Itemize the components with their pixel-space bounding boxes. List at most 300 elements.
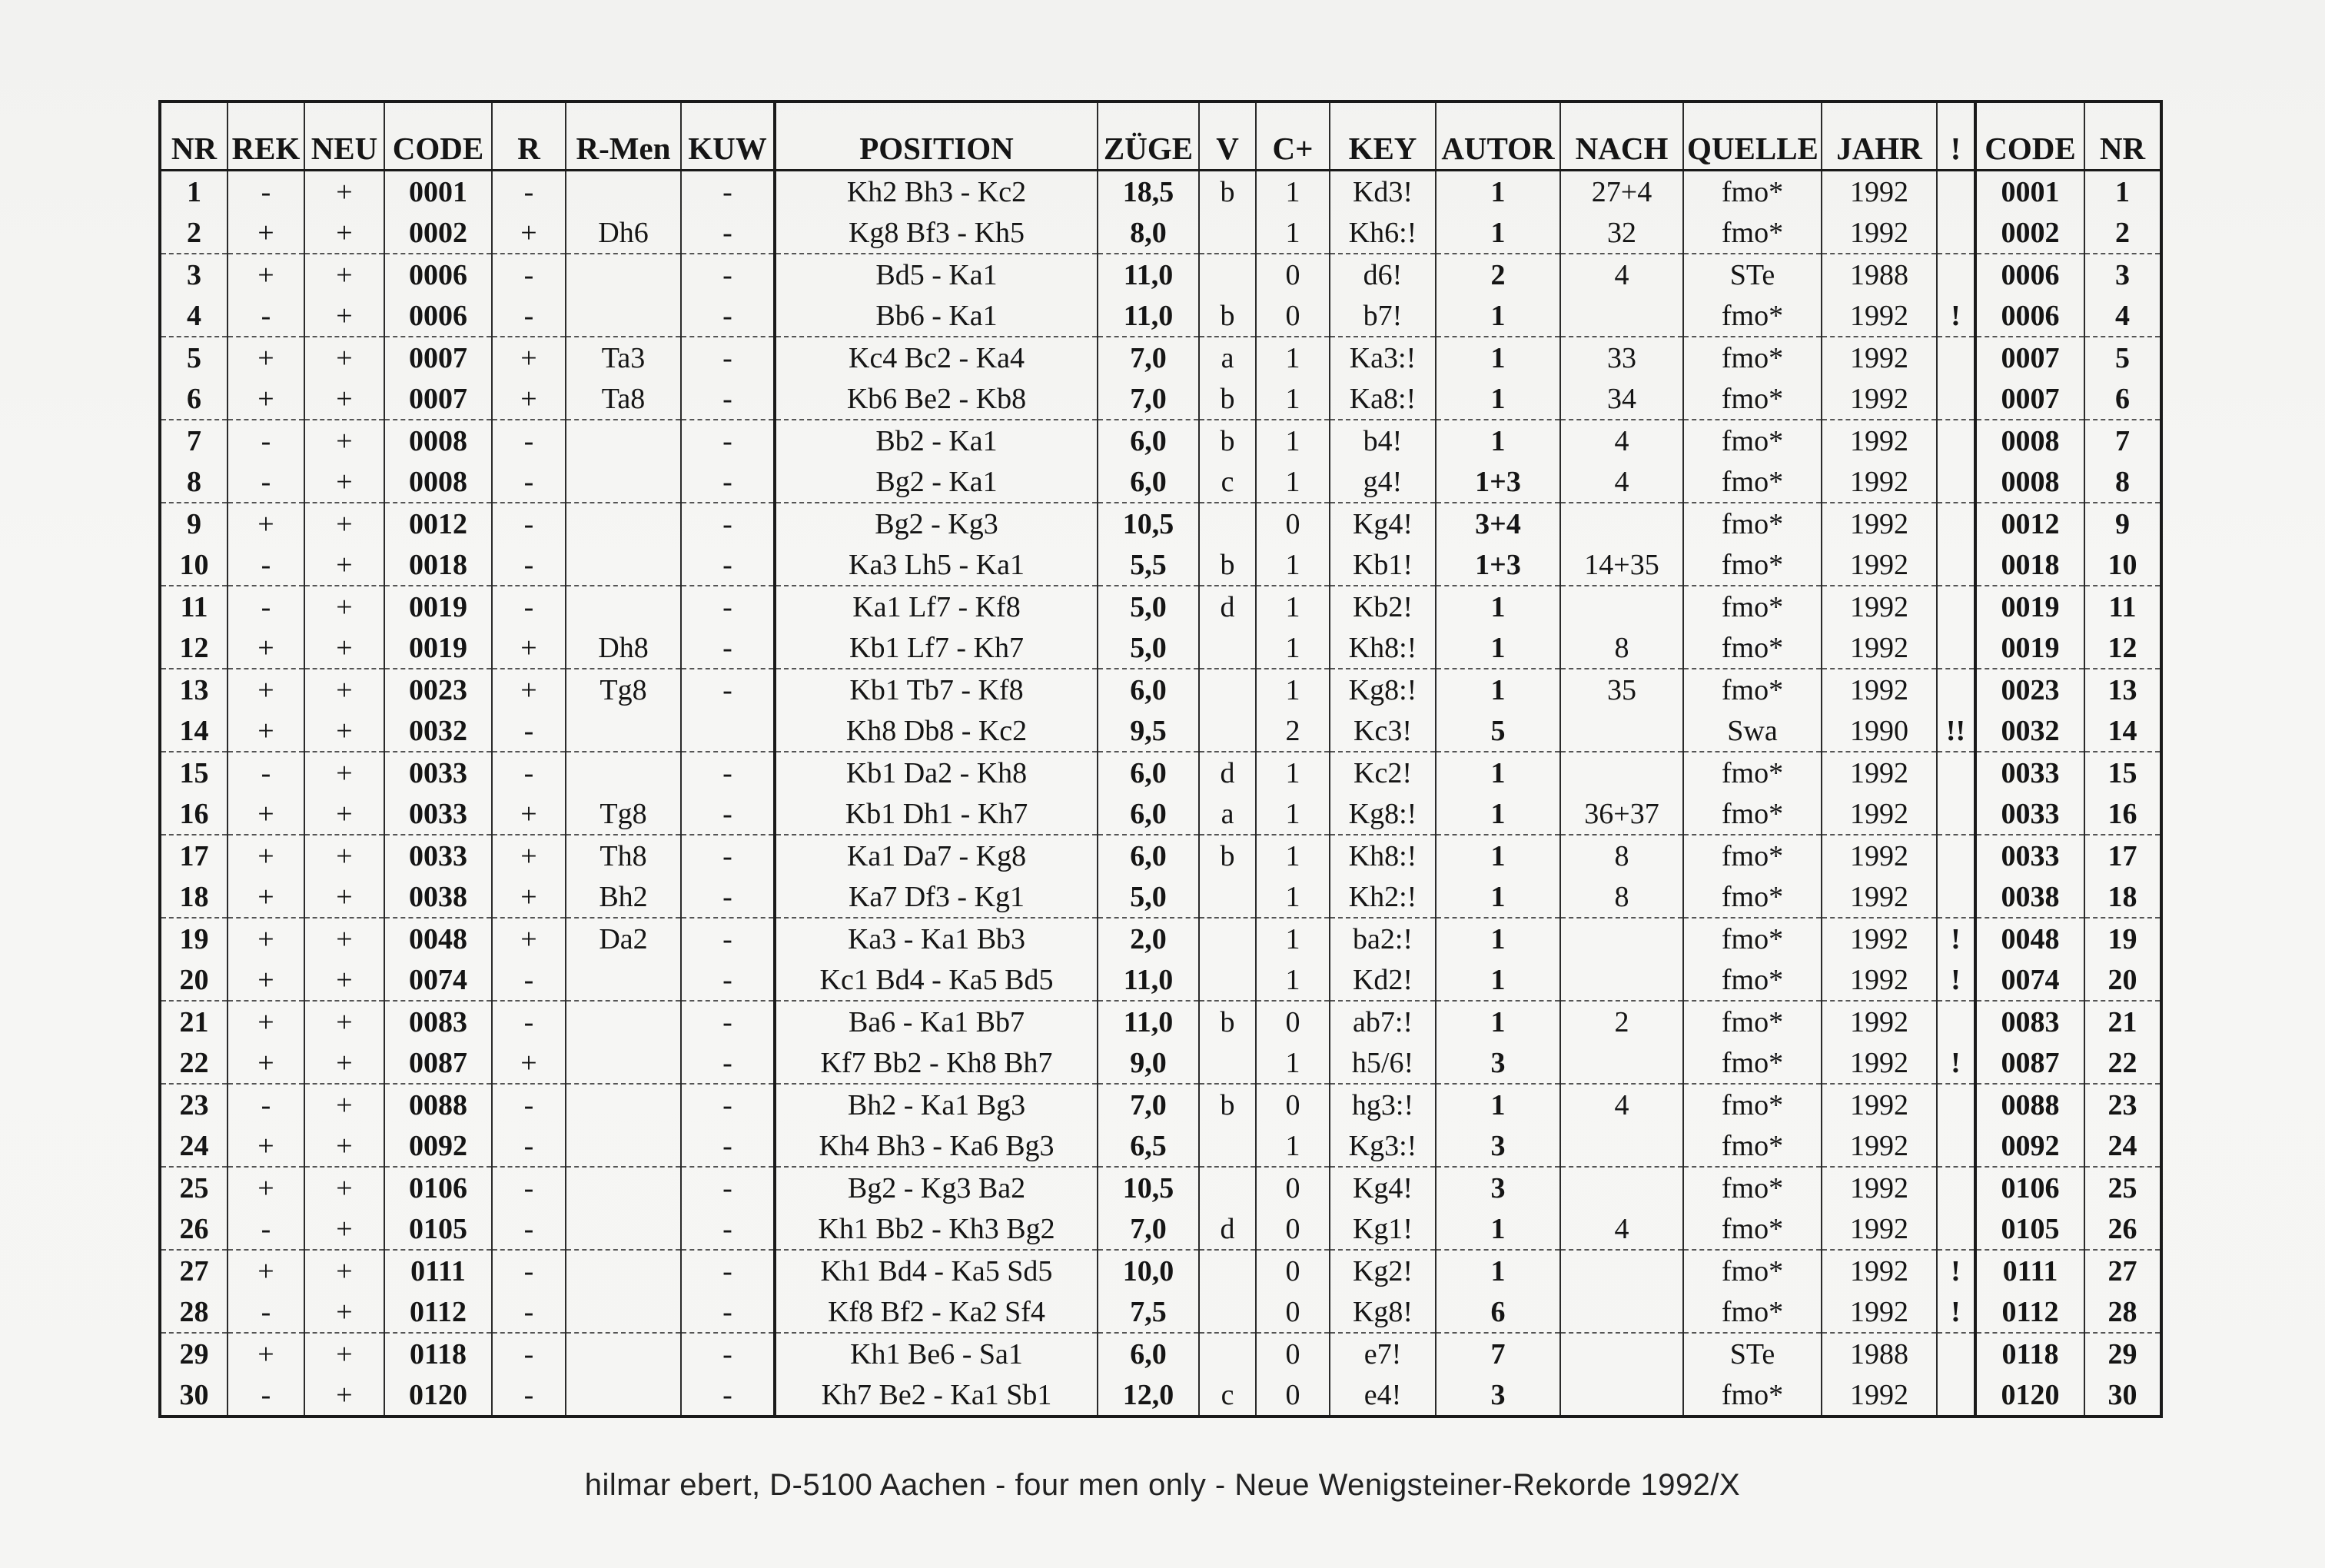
cell-kuw: - <box>681 669 775 710</box>
cell-nr: 4 <box>160 295 228 337</box>
cell-cplus: 1 <box>1256 337 1330 378</box>
cell-code: 0092 <box>384 1125 492 1167</box>
cell-nr2: 2 <box>2084 212 2161 254</box>
cell-position: Kf8 Bf2 - Ka2 Sf4 <box>775 1291 1098 1333</box>
cell-v: c <box>1199 1374 1256 1417</box>
cell-excl <box>1937 835 1975 876</box>
cell-excl <box>1937 1374 1975 1417</box>
cell-excl <box>1937 876 1975 918</box>
cell-code2: 0008 <box>1975 461 2084 503</box>
cell-jahr: 1992 <box>1822 295 1937 337</box>
cell-cplus: 1 <box>1256 669 1330 710</box>
cell-nach <box>1560 1291 1683 1333</box>
cell-v: a <box>1199 337 1256 378</box>
cell-nr: 5 <box>160 337 228 378</box>
cell-quelle: fmo* <box>1683 959 1822 1001</box>
cell-key: Ka8:! <box>1330 378 1436 420</box>
cell-excl <box>1937 669 1975 710</box>
table-row <box>160 918 2161 959</box>
cell-rek: + <box>228 876 304 918</box>
cell-key: e7! <box>1330 1333 1436 1374</box>
cell-jahr: 1992 <box>1822 1167 1937 1208</box>
cell-rek: + <box>228 710 304 752</box>
cell-kuw: - <box>681 337 775 378</box>
cell-nr: 27 <box>160 1250 228 1291</box>
cell-r: - <box>492 1167 566 1208</box>
cell-quelle: fmo* <box>1683 337 1822 378</box>
cell-code: 0012 <box>384 503 492 544</box>
cell-code2: 0087 <box>1975 1042 2084 1084</box>
cell-nach <box>1560 1125 1683 1167</box>
cell-code: 0006 <box>384 295 492 337</box>
cell-zuege: 9,5 <box>1098 710 1199 752</box>
cell-excl <box>1937 503 1975 544</box>
cell-code2: 0033 <box>1975 835 2084 876</box>
cell-kuw: - <box>681 627 775 669</box>
cell-nr2: 6 <box>2084 378 2161 420</box>
cell-jahr: 1992 <box>1822 1374 1937 1417</box>
cell-rmen <box>566 461 681 503</box>
cell-quelle: fmo* <box>1683 378 1822 420</box>
cell-nach: 34 <box>1560 378 1683 420</box>
cell-cplus: 1 <box>1256 420 1330 461</box>
cell-rmen <box>566 171 681 213</box>
cell-autor: 1 <box>1436 1001 1560 1042</box>
cell-rmen: Tg8 <box>566 669 681 710</box>
cell-rek: + <box>228 378 304 420</box>
cell-nach <box>1560 959 1683 1001</box>
cell-autor: 1+3 <box>1436 461 1560 503</box>
cell-position: Kb1 Lf7 - Kh7 <box>775 627 1098 669</box>
cell-excl: ! <box>1937 918 1975 959</box>
cell-kuw: - <box>681 1084 775 1125</box>
cell-cplus: 1 <box>1256 793 1330 835</box>
table-row <box>160 254 2161 295</box>
cell-neu: + <box>304 503 384 544</box>
cell-code: 0023 <box>384 669 492 710</box>
cell-cplus: 0 <box>1256 1084 1330 1125</box>
cell-position: Kh1 Be6 - Sa1 <box>775 1333 1098 1374</box>
cell-nr2: 19 <box>2084 918 2161 959</box>
cell-zuege: 7,0 <box>1098 378 1199 420</box>
cell-neu: + <box>304 1167 384 1208</box>
cell-rek: + <box>228 1250 304 1291</box>
cell-neu: + <box>304 1333 384 1374</box>
cell-nr: 2 <box>160 212 228 254</box>
cell-rmen <box>566 959 681 1001</box>
cell-cplus: 1 <box>1256 835 1330 876</box>
cell-key: Kg8:! <box>1330 669 1436 710</box>
cell-quelle: fmo* <box>1683 669 1822 710</box>
cell-code2: 0008 <box>1975 420 2084 461</box>
cell-r: - <box>492 1125 566 1167</box>
cell-nr2: 13 <box>2084 669 2161 710</box>
table-row <box>160 1291 2161 1333</box>
cell-key: Kg3:! <box>1330 1125 1436 1167</box>
cell-nach: 4 <box>1560 254 1683 295</box>
cell-rmen <box>566 1084 681 1125</box>
cell-r: - <box>492 1250 566 1291</box>
cell-rek: + <box>228 1333 304 1374</box>
cell-quelle: fmo* <box>1683 1250 1822 1291</box>
cell-autor: 2 <box>1436 254 1560 295</box>
cell-nr: 1 <box>160 171 228 213</box>
cell-autor: 3 <box>1436 1042 1560 1084</box>
cell-nach: 4 <box>1560 420 1683 461</box>
cell-rek: + <box>228 793 304 835</box>
cell-kuw: - <box>681 793 775 835</box>
cell-rmen <box>566 1250 681 1291</box>
cell-autor: 1 <box>1436 212 1560 254</box>
cell-cplus: 0 <box>1256 1208 1330 1250</box>
cell-position: Bh2 - Ka1 Bg3 <box>775 1084 1098 1125</box>
table-row <box>160 627 2161 669</box>
column-header-v: V <box>1199 101 1256 171</box>
cell-neu: + <box>304 669 384 710</box>
cell-position: Bb2 - Ka1 <box>775 420 1098 461</box>
cell-v: d <box>1199 586 1256 627</box>
cell-quelle: fmo* <box>1683 1001 1822 1042</box>
cell-position: Ka3 - Ka1 Bb3 <box>775 918 1098 959</box>
cell-zuege: 11,0 <box>1098 959 1199 1001</box>
cell-autor: 6 <box>1436 1291 1560 1333</box>
cell-neu: + <box>304 876 384 918</box>
cell-r: - <box>492 254 566 295</box>
cell-zuege: 11,0 <box>1098 1001 1199 1042</box>
cell-neu: + <box>304 835 384 876</box>
cell-code2: 0120 <box>1975 1374 2084 1417</box>
cell-cplus: 0 <box>1256 254 1330 295</box>
table-row <box>160 1084 2161 1125</box>
cell-key: Kg2! <box>1330 1250 1436 1291</box>
cell-kuw: - <box>681 544 775 586</box>
cell-rek: + <box>228 835 304 876</box>
cell-code2: 0033 <box>1975 752 2084 793</box>
cell-nr2: 25 <box>2084 1167 2161 1208</box>
cell-rmen <box>566 1208 681 1250</box>
cell-r: - <box>492 1374 566 1417</box>
cell-jahr: 1992 <box>1822 669 1937 710</box>
cell-key: Kg1! <box>1330 1208 1436 1250</box>
cell-v: b <box>1199 295 1256 337</box>
cell-key: ab7:! <box>1330 1001 1436 1042</box>
table-row <box>160 212 2161 254</box>
cell-code2: 0002 <box>1975 212 2084 254</box>
cell-neu: + <box>304 1374 384 1417</box>
cell-code2: 0012 <box>1975 503 2084 544</box>
cell-excl: ! <box>1937 959 1975 1001</box>
cell-rek: + <box>228 337 304 378</box>
cell-neu: + <box>304 1291 384 1333</box>
cell-nr: 17 <box>160 835 228 876</box>
cell-nr: 3 <box>160 254 228 295</box>
cell-zuege: 6,0 <box>1098 835 1199 876</box>
table-row <box>160 710 2161 752</box>
cell-nr: 11 <box>160 586 228 627</box>
records-table <box>158 100 2163 1418</box>
table-row <box>160 1042 2161 1084</box>
cell-jahr: 1992 <box>1822 752 1937 793</box>
cell-kuw: - <box>681 959 775 1001</box>
cell-nach: 4 <box>1560 461 1683 503</box>
cell-code2: 0001 <box>1975 171 2084 213</box>
cell-rek: - <box>228 1291 304 1333</box>
cell-nach: 8 <box>1560 876 1683 918</box>
cell-r: - <box>492 1291 566 1333</box>
cell-rmen: Da2 <box>566 918 681 959</box>
cell-zuege: 9,0 <box>1098 1042 1199 1084</box>
cell-nach: 36+37 <box>1560 793 1683 835</box>
table-row <box>160 835 2161 876</box>
cell-rek: - <box>228 420 304 461</box>
cell-excl: ! <box>1937 1291 1975 1333</box>
cell-quelle: fmo* <box>1683 876 1822 918</box>
cell-rek: - <box>228 1374 304 1417</box>
cell-neu: + <box>304 461 384 503</box>
cell-autor: 1 <box>1436 793 1560 835</box>
cell-key: h5/6! <box>1330 1042 1436 1084</box>
cell-nr: 19 <box>160 918 228 959</box>
cell-nr: 16 <box>160 793 228 835</box>
cell-r: - <box>492 959 566 1001</box>
cell-code: 0032 <box>384 710 492 752</box>
cell-excl <box>1937 1084 1975 1125</box>
cell-r: + <box>492 378 566 420</box>
cell-quelle: fmo* <box>1683 586 1822 627</box>
cell-code2: 0019 <box>1975 627 2084 669</box>
cell-jahr: 1992 <box>1822 627 1937 669</box>
cell-code2: 0023 <box>1975 669 2084 710</box>
cell-quelle: fmo* <box>1683 627 1822 669</box>
table-row <box>160 793 2161 835</box>
cell-key: Kc2! <box>1330 752 1436 793</box>
table-row <box>160 586 2161 627</box>
column-header-rmen: R-Men <box>566 101 681 171</box>
cell-r: - <box>492 461 566 503</box>
cell-excl <box>1937 420 1975 461</box>
cell-position: Kc4 Bc2 - Ka4 <box>775 337 1098 378</box>
cell-r: - <box>492 710 566 752</box>
cell-quelle: fmo* <box>1683 544 1822 586</box>
cell-key: Kc3! <box>1330 710 1436 752</box>
cell-nr: 6 <box>160 378 228 420</box>
cell-quelle: fmo* <box>1683 212 1822 254</box>
cell-jahr: 1992 <box>1822 1084 1937 1125</box>
cell-rmen <box>566 1291 681 1333</box>
cell-quelle: fmo* <box>1683 1125 1822 1167</box>
cell-rek: - <box>228 752 304 793</box>
cell-quelle: fmo* <box>1683 1084 1822 1125</box>
cell-quelle: STe <box>1683 254 1822 295</box>
cell-rek: - <box>228 461 304 503</box>
table-header <box>160 101 2161 171</box>
cell-excl <box>1937 544 1975 586</box>
cell-quelle: fmo* <box>1683 1374 1822 1417</box>
cell-code: 0074 <box>384 959 492 1001</box>
cell-neu: + <box>304 1084 384 1125</box>
cell-code: 0118 <box>384 1333 492 1374</box>
cell-nach <box>1560 1042 1683 1084</box>
cell-v <box>1199 918 1256 959</box>
cell-code2: 0106 <box>1975 1167 2084 1208</box>
cell-position: Kb1 Dh1 - Kh7 <box>775 793 1098 835</box>
cell-excl <box>1937 254 1975 295</box>
column-header-nr: NR <box>160 101 228 171</box>
cell-quelle: fmo* <box>1683 420 1822 461</box>
cell-nach: 14+35 <box>1560 544 1683 586</box>
cell-cplus: 1 <box>1256 1042 1330 1084</box>
cell-jahr: 1992 <box>1822 1250 1937 1291</box>
cell-v: b <box>1199 171 1256 213</box>
column-header-autor: AUTOR <box>1436 101 1560 171</box>
cell-key: b7! <box>1330 295 1436 337</box>
header-row <box>160 101 2161 171</box>
cell-position: Ka7 Df3 - Kg1 <box>775 876 1098 918</box>
cell-v: b <box>1199 420 1256 461</box>
cell-nach <box>1560 710 1683 752</box>
cell-excl <box>1937 752 1975 793</box>
cell-nach <box>1560 1250 1683 1291</box>
cell-v <box>1199 254 1256 295</box>
cell-jahr: 1992 <box>1822 420 1937 461</box>
column-header-code2: CODE <box>1975 101 2084 171</box>
cell-nr2: 29 <box>2084 1333 2161 1374</box>
cell-rek: - <box>228 1208 304 1250</box>
cell-zuege: 6,0 <box>1098 669 1199 710</box>
column-header-quelle: QUELLE <box>1683 101 1822 171</box>
cell-code2: 0105 <box>1975 1208 2084 1250</box>
cell-key: Kh2:! <box>1330 876 1436 918</box>
cell-nr: 9 <box>160 503 228 544</box>
cell-zuege: 6,0 <box>1098 1333 1199 1374</box>
cell-neu: + <box>304 918 384 959</box>
cell-nr: 10 <box>160 544 228 586</box>
table-body <box>160 171 2161 1417</box>
table-row <box>160 171 2161 213</box>
cell-v <box>1199 1167 1256 1208</box>
cell-rek: + <box>228 959 304 1001</box>
table-row <box>160 876 2161 918</box>
cell-v <box>1199 876 1256 918</box>
cell-autor: 5 <box>1436 710 1560 752</box>
cell-key: e4! <box>1330 1374 1436 1417</box>
cell-nach: 33 <box>1560 337 1683 378</box>
cell-autor: 1 <box>1436 586 1560 627</box>
cell-rek: - <box>228 295 304 337</box>
cell-rek: + <box>228 1125 304 1167</box>
cell-key: Kg4! <box>1330 503 1436 544</box>
cell-jahr: 1992 <box>1822 586 1937 627</box>
cell-nr2: 11 <box>2084 586 2161 627</box>
cell-code2: 0033 <box>1975 793 2084 835</box>
table-row <box>160 503 2161 544</box>
cell-code: 0087 <box>384 1042 492 1084</box>
cell-position: Kb1 Da2 - Kh8 <box>775 752 1098 793</box>
cell-code2: 0007 <box>1975 337 2084 378</box>
cell-code2: 0006 <box>1975 254 2084 295</box>
table-row <box>160 1001 2161 1042</box>
cell-autor: 1 <box>1436 1084 1560 1125</box>
cell-quelle: fmo* <box>1683 1208 1822 1250</box>
cell-nr: 24 <box>160 1125 228 1167</box>
column-header-nach: NACH <box>1560 101 1683 171</box>
cell-rmen <box>566 710 681 752</box>
table-row <box>160 461 2161 503</box>
cell-autor: 3 <box>1436 1167 1560 1208</box>
cell-code2: 0018 <box>1975 544 2084 586</box>
cell-v: b <box>1199 1084 1256 1125</box>
cell-zuege: 7,0 <box>1098 1084 1199 1125</box>
cell-position: Ba6 - Ka1 Bb7 <box>775 1001 1098 1042</box>
cell-nach: 2 <box>1560 1001 1683 1042</box>
cell-r: + <box>492 627 566 669</box>
cell-neu: + <box>304 710 384 752</box>
cell-key: Kb1! <box>1330 544 1436 586</box>
cell-jahr: 1992 <box>1822 793 1937 835</box>
cell-excl <box>1937 793 1975 835</box>
cell-code: 0006 <box>384 254 492 295</box>
cell-quelle: fmo* <box>1683 1291 1822 1333</box>
cell-cplus: 0 <box>1256 1333 1330 1374</box>
cell-kuw: - <box>681 752 775 793</box>
cell-position: Kh1 Bb2 - Kh3 Bg2 <box>775 1208 1098 1250</box>
cell-nach: 4 <box>1560 1084 1683 1125</box>
cell-key: g4! <box>1330 461 1436 503</box>
table-row <box>160 295 2161 337</box>
cell-rek: - <box>228 544 304 586</box>
cell-key: Kd3! <box>1330 171 1436 213</box>
cell-rmen <box>566 1333 681 1374</box>
cell-rmen <box>566 1167 681 1208</box>
table-row <box>160 1333 2161 1374</box>
cell-neu: + <box>304 544 384 586</box>
cell-zuege: 8,0 <box>1098 212 1199 254</box>
cell-v <box>1199 1125 1256 1167</box>
cell-nr: 20 <box>160 959 228 1001</box>
cell-code: 0018 <box>384 544 492 586</box>
cell-nach <box>1560 1374 1683 1417</box>
cell-nach <box>1560 295 1683 337</box>
cell-position: Kb6 Be2 - Kb8 <box>775 378 1098 420</box>
cell-nach <box>1560 1333 1683 1374</box>
column-header-nr2: NR <box>2084 101 2161 171</box>
cell-autor: 1 <box>1436 1250 1560 1291</box>
cell-code2: 0074 <box>1975 959 2084 1001</box>
cell-position: Kh7 Be2 - Ka1 Sb1 <box>775 1374 1098 1417</box>
cell-nr2: 30 <box>2084 1374 2161 1417</box>
cell-zuege: 10,0 <box>1098 1250 1199 1291</box>
cell-neu: + <box>304 337 384 378</box>
cell-key: Ka3:! <box>1330 337 1436 378</box>
cell-autor: 1 <box>1436 669 1560 710</box>
cell-r: - <box>492 586 566 627</box>
cell-nr2: 21 <box>2084 1001 2161 1042</box>
cell-key: Kd2! <box>1330 959 1436 1001</box>
cell-v: d <box>1199 1208 1256 1250</box>
cell-kuw <box>681 710 775 752</box>
cell-cplus: 1 <box>1256 1125 1330 1167</box>
cell-key: d6! <box>1330 254 1436 295</box>
cell-cplus: 0 <box>1256 1291 1330 1333</box>
cell-cplus: 0 <box>1256 295 1330 337</box>
cell-kuw: - <box>681 1125 775 1167</box>
cell-v: a <box>1199 793 1256 835</box>
cell-rmen <box>566 503 681 544</box>
cell-rmen: Tg8 <box>566 793 681 835</box>
cell-zuege: 5,5 <box>1098 544 1199 586</box>
cell-jahr: 1992 <box>1822 171 1937 213</box>
cell-position: Ka3 Lh5 - Ka1 <box>775 544 1098 586</box>
